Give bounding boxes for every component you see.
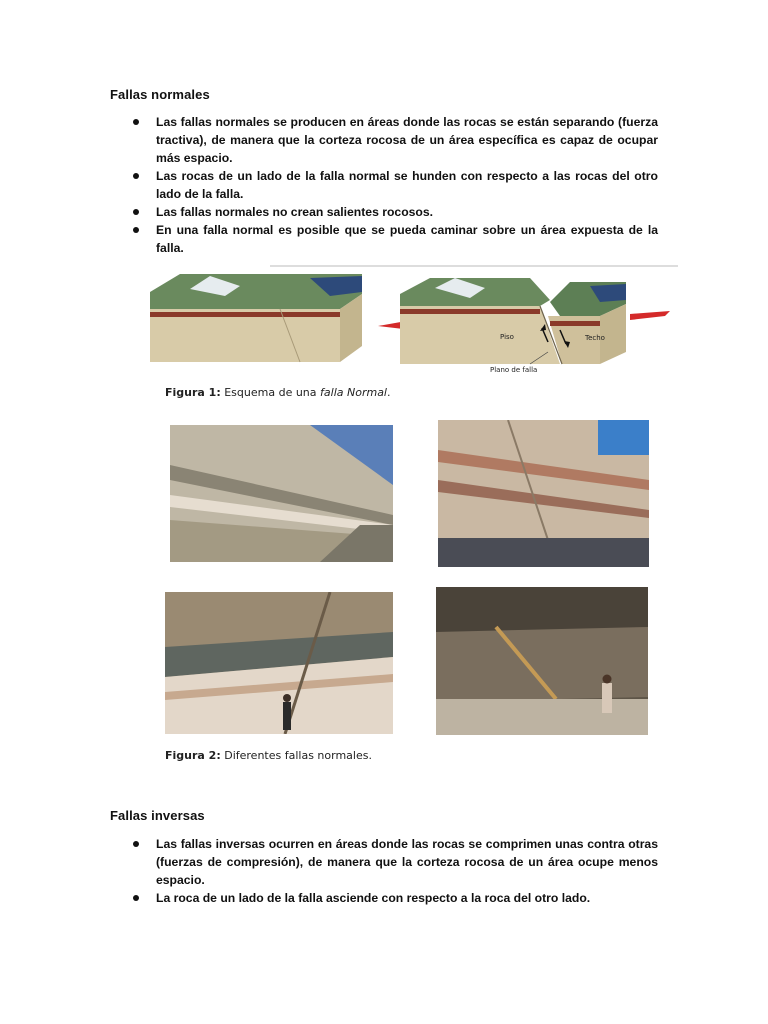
caption-end: . <box>387 386 391 399</box>
list-item: Las fallas inversas ocurren en áreas donde las rocas se comprimen unas contra otras (fuerzas de compresión), de manera que la corteza rocosa de un área ocupe menos espacio. <box>128 835 658 889</box>
caption-text: Esquema de una <box>224 386 317 399</box>
list-item: La roca de un lado de la falla asciende con respecto a la roca del otro lado. <box>128 889 658 907</box>
bullet-list-normales <box>128 113 658 257</box>
list-item: En una falla normal es posible que se pueda caminar sobre un área expuesta de la falla. <box>128 221 658 257</box>
list-item: Las fallas normales no crean salientes rocosos. <box>128 203 658 221</box>
photo-fault-road-cut-2 <box>438 420 649 567</box>
figure-1-diagram <box>130 264 680 384</box>
label-techo: Techo <box>585 334 605 342</box>
figure-1-caption <box>165 386 391 399</box>
label-piso: Piso <box>500 333 514 341</box>
list-item: Las rocas de un lado de la falla normal se hunden con respecto a las rocas del otro lado de la falla. <box>128 167 658 203</box>
bullet-list-inversas <box>128 835 658 907</box>
photo-fault-road-cut-1 <box>170 425 393 562</box>
photo-fault-outcrop-person-2 <box>436 587 648 735</box>
caption-prefix: Figura 2: <box>165 749 221 762</box>
section-title-fallas-inversas: Fallas inversas <box>110 808 205 823</box>
caption-text: Diferentes fallas normales. <box>224 749 372 762</box>
list-item: Las fallas normales se producen en áreas donde las rocas se están separando (fuerza tractiva), de manera que la corteza rocosa de un área específica es capaz de ocupar más espacio. <box>128 113 658 167</box>
section-title-fallas-normales: Fallas normales <box>110 87 210 102</box>
photo-fault-outcrop-person-1 <box>165 592 393 734</box>
label-plano-de-falla: Plano de falla <box>490 366 538 374</box>
caption-prefix: Figura 1: <box>165 386 221 399</box>
figure-2-caption <box>165 749 372 762</box>
caption-italic: falla Normal <box>320 386 387 399</box>
